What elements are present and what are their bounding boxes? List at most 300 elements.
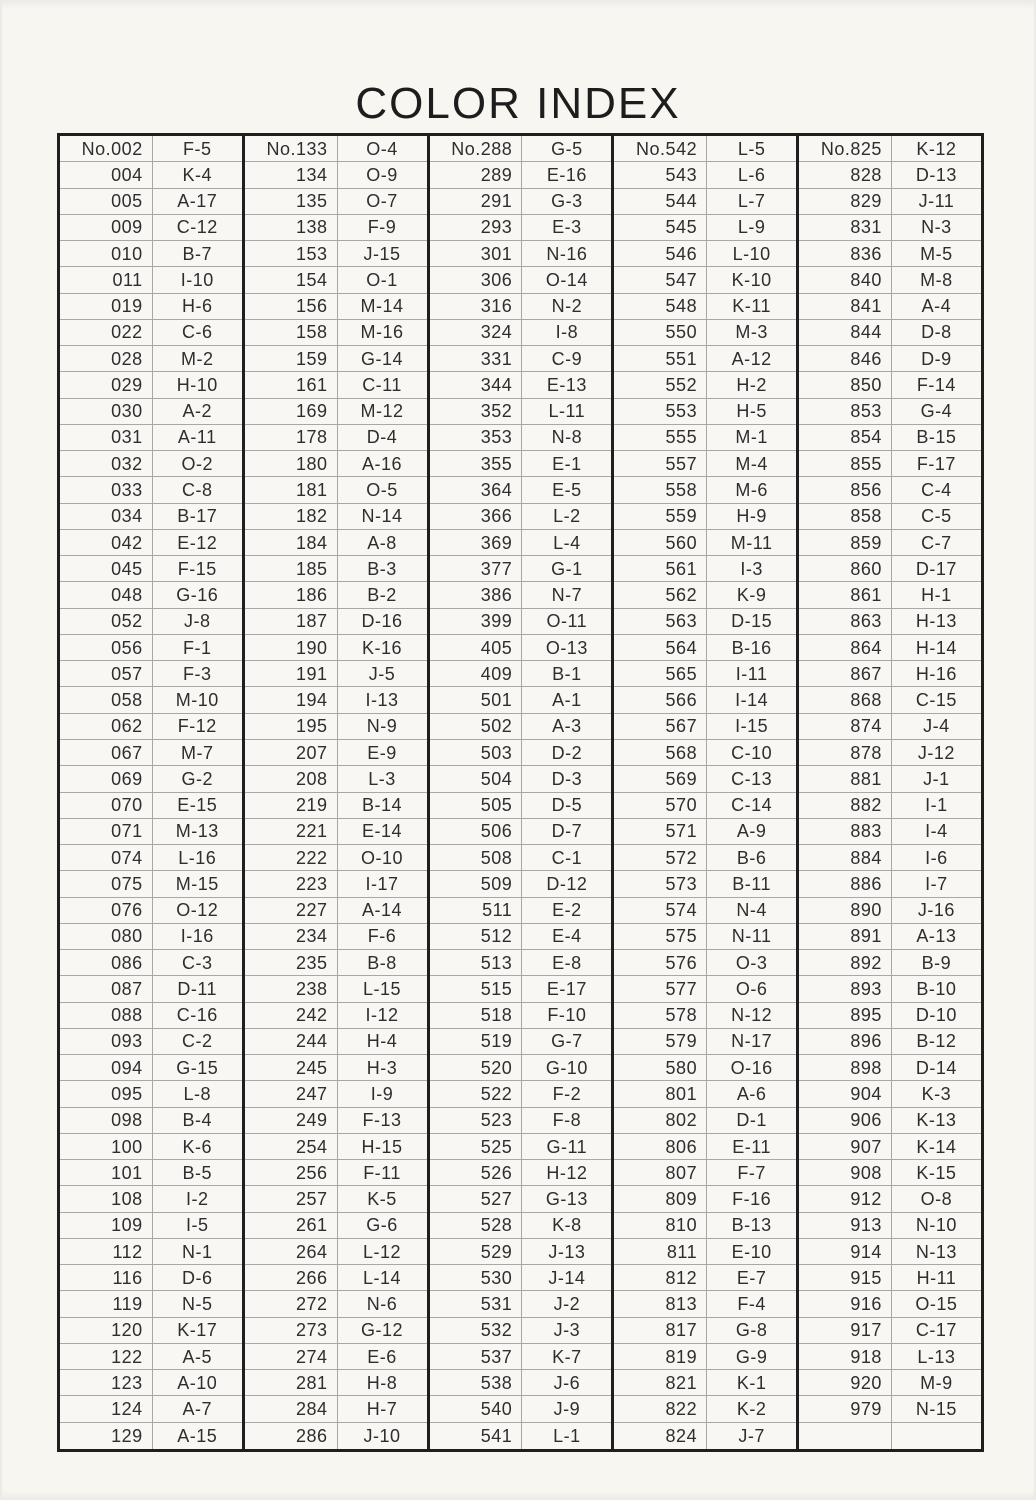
color-number-cell: 572 xyxy=(614,845,707,870)
color-number-cell: 809 xyxy=(614,1186,707,1211)
table-row xyxy=(60,1318,242,1344)
color-number-cell: 100 xyxy=(60,1134,153,1159)
grid-code-cell: K-15 xyxy=(916,1162,957,1183)
table-row xyxy=(614,1344,796,1370)
table-row xyxy=(799,1318,981,1344)
table-row xyxy=(245,1318,427,1344)
grid-code-cell: O-9 xyxy=(366,164,398,185)
color-number-cell: 169 xyxy=(245,399,338,424)
color-number-cell: 238 xyxy=(245,976,338,1001)
table-row xyxy=(60,1055,242,1081)
table-row xyxy=(614,1003,796,1029)
table-row xyxy=(614,661,796,687)
color-number-cell: 565 xyxy=(614,661,707,686)
table-row xyxy=(799,477,981,503)
grid-code-cell: J-10 xyxy=(363,1425,401,1446)
grid-code-cell: J-1 xyxy=(923,768,950,789)
color-number-cell: 076 xyxy=(60,898,153,923)
color-number-cell: 561 xyxy=(614,556,707,581)
grid-code-cell: J-13 xyxy=(548,1241,586,1262)
table-row xyxy=(430,976,612,1002)
grid-code-cell: F-8 xyxy=(552,1110,582,1131)
grid-code-cell: M-12 xyxy=(360,401,404,422)
grid-code-cell: D-10 xyxy=(915,1005,957,1026)
table-row xyxy=(60,1291,242,1317)
grid-code-cell: D-17 xyxy=(915,558,957,579)
table-row xyxy=(60,635,242,661)
color-number-cell: 907 xyxy=(799,1134,892,1159)
grid-code-cell: J-5 xyxy=(368,663,396,684)
color-number-cell: 579 xyxy=(614,1029,707,1054)
grid-code-cell: H-15 xyxy=(361,1136,403,1157)
grid-code-cell: K-8 xyxy=(552,1215,582,1236)
color-number-cell: 366 xyxy=(430,504,523,529)
grid-code-cell: O-7 xyxy=(366,191,398,212)
table-row xyxy=(60,609,242,635)
color-number-cell: 551 xyxy=(614,346,707,371)
color-number-cell: 273 xyxy=(245,1318,338,1343)
grid-code-cell: I-8 xyxy=(555,322,579,343)
table-row xyxy=(614,1160,796,1186)
table-row xyxy=(614,950,796,976)
grid-code-cell: H-13 xyxy=(915,611,957,632)
table-row xyxy=(614,1396,796,1422)
color-number-cell: 010 xyxy=(60,241,153,266)
color-number-cell: 249 xyxy=(245,1108,338,1133)
color-number-cell: 235 xyxy=(245,950,338,975)
color-number-cell: 574 xyxy=(614,898,707,923)
color-number-cell: 194 xyxy=(245,687,338,712)
grid-code-cell: G-2 xyxy=(181,768,213,789)
color-number-cell: 180 xyxy=(245,451,338,476)
grid-code-cell: A-9 xyxy=(736,821,767,842)
table-column-group-1 xyxy=(60,136,245,1449)
grid-code-cell: K-1 xyxy=(736,1372,767,1393)
color-number-cell: 034 xyxy=(60,504,153,529)
color-number-cell: 522 xyxy=(430,1081,523,1106)
grid-code-cell: C-2 xyxy=(181,1031,213,1052)
table-row xyxy=(60,1370,242,1396)
color-number-cell: 062 xyxy=(60,714,153,739)
color-number-cell: 817 xyxy=(614,1318,707,1343)
grid-code-cell: M-14 xyxy=(360,296,404,317)
table-row xyxy=(799,372,981,398)
grid-code-cell: B-12 xyxy=(916,1031,957,1052)
color-number-cell: 153 xyxy=(245,241,338,266)
color-number-cell: 134 xyxy=(245,162,338,187)
color-number-cell: 261 xyxy=(245,1213,338,1238)
table-row xyxy=(245,687,427,713)
table-row xyxy=(60,1003,242,1029)
grid-code-cell: I-11 xyxy=(735,663,768,684)
color-number-cell: 369 xyxy=(430,530,523,555)
grid-code-cell: A-13 xyxy=(916,926,957,947)
color-number-cell: 914 xyxy=(799,1239,892,1264)
table-row xyxy=(245,425,427,451)
table-row xyxy=(245,399,427,425)
color-number-cell: 182 xyxy=(245,504,338,529)
grid-code-cell: K-7 xyxy=(552,1346,582,1367)
color-number-cell: 920 xyxy=(799,1370,892,1395)
table-row xyxy=(614,346,796,372)
grid-code-cell: A-14 xyxy=(362,900,403,921)
table-row xyxy=(614,425,796,451)
color-number-cell: 828 xyxy=(799,162,892,187)
grid-code-cell: L-3 xyxy=(368,768,396,789)
table-row xyxy=(799,320,981,346)
table-row xyxy=(60,976,242,1002)
color-number-cell: 577 xyxy=(614,976,707,1001)
grid-code-cell: B-15 xyxy=(916,427,957,448)
grid-code-cell: H-6 xyxy=(181,296,213,317)
color-number-cell: 178 xyxy=(245,425,338,450)
grid-code-cell: I-4 xyxy=(925,821,948,842)
table-row xyxy=(60,189,242,215)
color-number-cell: 802 xyxy=(614,1108,707,1133)
table-row xyxy=(60,950,242,976)
grid-code-cell: J-14 xyxy=(548,1267,586,1288)
grid-code-cell: A-5 xyxy=(182,1346,212,1367)
table-row xyxy=(614,294,796,320)
table-row xyxy=(60,346,242,372)
table-row xyxy=(430,1396,612,1422)
color-number-cell: 532 xyxy=(430,1318,523,1343)
grid-code-cell: M-4 xyxy=(735,453,768,474)
grid-code-cell: F-11 xyxy=(363,1162,401,1183)
grid-code-cell: K-14 xyxy=(916,1136,957,1157)
table-row xyxy=(60,267,242,293)
table-row xyxy=(60,556,242,582)
table-row xyxy=(799,976,981,1002)
grid-code-cell: O-1 xyxy=(366,269,398,290)
grid-code-cell: D-8 xyxy=(921,322,952,343)
table-row xyxy=(60,819,242,845)
color-number-cell: 520 xyxy=(430,1055,523,1080)
grid-code-cell: H-16 xyxy=(915,663,957,684)
grid-code-cell: B-1 xyxy=(552,663,582,684)
table-row xyxy=(799,267,981,293)
table-row xyxy=(614,1239,796,1265)
color-number-cell: 221 xyxy=(245,819,338,844)
color-number-cell: 544 xyxy=(614,189,707,214)
grid-code-cell: E-6 xyxy=(367,1346,397,1367)
grid-code-cell: E-17 xyxy=(546,978,587,999)
grid-code-cell: F-3 xyxy=(182,663,212,684)
color-number-cell: 033 xyxy=(60,477,153,502)
color-number-cell: 527 xyxy=(430,1186,523,1211)
grid-code-cell: L-4 xyxy=(553,532,581,553)
table-header-row xyxy=(60,136,242,162)
color-number-cell: 112 xyxy=(60,1239,153,1264)
grid-code-cell: F-13 xyxy=(362,1110,402,1131)
table-row xyxy=(60,871,242,897)
grid-code-cell: H-3 xyxy=(366,1057,398,1078)
grid-code-cell: E-11 xyxy=(732,1136,771,1157)
color-number-cell: 234 xyxy=(245,924,338,949)
color-number-cell: 878 xyxy=(799,740,892,765)
grid-code-cell: L-1 xyxy=(553,1425,581,1446)
color-number-cell: 861 xyxy=(799,582,892,607)
color-number-cell: 567 xyxy=(614,714,707,739)
color-number-cell: No.133 xyxy=(245,136,338,161)
grid-code-cell: B-5 xyxy=(182,1162,212,1183)
table-row xyxy=(60,1160,242,1186)
grid-code-cell: C-16 xyxy=(176,1005,218,1026)
grid-code-cell: M-15 xyxy=(175,873,219,894)
table-row xyxy=(60,1081,242,1107)
table-row xyxy=(799,1003,981,1029)
grid-code-cell: G-6 xyxy=(366,1215,398,1236)
table-row xyxy=(60,451,242,477)
grid-code-cell: B-6 xyxy=(736,847,767,868)
grid-code-cell: N-5 xyxy=(181,1294,213,1315)
table-row xyxy=(245,477,427,503)
color-number-cell: 859 xyxy=(799,530,892,555)
color-number-cell: 806 xyxy=(614,1134,707,1159)
color-number-cell: 094 xyxy=(60,1055,153,1080)
table-row xyxy=(430,1055,612,1081)
grid-code-cell: J-12 xyxy=(917,742,955,763)
table-row xyxy=(799,451,981,477)
color-number-cell: 405 xyxy=(430,635,523,660)
color-number-cell: 856 xyxy=(799,477,892,502)
color-number-cell: 364 xyxy=(430,477,523,502)
grid-code-cell: A-3 xyxy=(552,716,582,737)
table-row xyxy=(430,1003,612,1029)
table-row xyxy=(245,504,427,530)
color-number-cell: 874 xyxy=(799,714,892,739)
table-row xyxy=(245,740,427,766)
grid-code-cell: J-16 xyxy=(917,900,955,921)
table-row xyxy=(245,1265,427,1291)
grid-code-cell: D-14 xyxy=(915,1057,957,1078)
table-header-row xyxy=(799,136,981,162)
table-row xyxy=(799,793,981,819)
table-row xyxy=(60,215,242,241)
table-column-group-5 xyxy=(799,136,981,1449)
color-number-cell: 190 xyxy=(245,635,338,660)
table-row xyxy=(614,1081,796,1107)
color-number-cell: 508 xyxy=(430,845,523,870)
table-row xyxy=(430,1423,612,1449)
table-row xyxy=(245,1344,427,1370)
grid-code-cell: H-7 xyxy=(366,1399,398,1420)
color-number-cell: 158 xyxy=(245,320,338,345)
grid-code-cell: E-12 xyxy=(177,532,218,553)
color-number-cell: 087 xyxy=(60,976,153,1001)
grid-code-cell: F-2 xyxy=(552,1083,582,1104)
table-row xyxy=(799,1108,981,1134)
color-number-cell: 154 xyxy=(245,267,338,292)
table-row xyxy=(430,635,612,661)
color-number-cell: 503 xyxy=(430,740,523,765)
color-number-cell: 122 xyxy=(60,1344,153,1369)
color-number-cell: 185 xyxy=(245,556,338,581)
table-row xyxy=(60,1186,242,1212)
table-row xyxy=(799,556,981,582)
table-row xyxy=(799,1265,981,1291)
grid-code-cell: K-10 xyxy=(731,269,772,290)
color-number-cell xyxy=(799,1423,892,1449)
color-number-cell: 245 xyxy=(245,1055,338,1080)
grid-code-cell: A-4 xyxy=(921,296,952,317)
color-number-cell: 075 xyxy=(60,871,153,896)
color-number-cell: 892 xyxy=(799,950,892,975)
color-number-cell: No.002 xyxy=(60,136,153,161)
table-row xyxy=(614,1318,796,1344)
color-number-cell: 523 xyxy=(430,1108,523,1133)
color-number-cell: 284 xyxy=(245,1396,338,1421)
grid-code-cell: M-11 xyxy=(730,532,773,553)
table-row xyxy=(60,241,242,267)
color-number-cell: 293 xyxy=(430,215,523,240)
grid-code-cell: N-12 xyxy=(731,1005,773,1026)
table-row xyxy=(60,714,242,740)
grid-code-cell: K-12 xyxy=(916,138,957,159)
color-number-cell: 528 xyxy=(430,1213,523,1238)
color-number-cell: 868 xyxy=(799,687,892,712)
grid-code-cell: E-5 xyxy=(552,480,582,500)
color-number-cell: 042 xyxy=(60,530,153,555)
grid-code-cell: K-2 xyxy=(736,1399,767,1420)
color-number-cell: 266 xyxy=(245,1265,338,1290)
color-number-cell: 562 xyxy=(614,582,707,607)
table-row xyxy=(614,1291,796,1317)
color-number-cell: 896 xyxy=(799,1029,892,1054)
table-row xyxy=(430,1370,612,1396)
table-row xyxy=(430,924,612,950)
grid-code-cell: D-2 xyxy=(551,742,583,763)
grid-code-cell: N-2 xyxy=(551,296,583,317)
color-number-cell: 244 xyxy=(245,1029,338,1054)
color-number-cell: 912 xyxy=(799,1186,892,1211)
grid-code-cell: E-1 xyxy=(552,453,582,474)
table-row xyxy=(60,1239,242,1265)
color-number-cell: 573 xyxy=(614,871,707,896)
color-number-cell: 005 xyxy=(60,189,153,214)
table-row xyxy=(614,1423,796,1449)
grid-code-cell: O-10 xyxy=(361,847,404,868)
table-column-group-4 xyxy=(614,136,799,1449)
table-row xyxy=(245,372,427,398)
color-number-cell: 566 xyxy=(614,687,707,712)
color-number-cell: 893 xyxy=(799,976,892,1001)
table-row xyxy=(245,871,427,897)
grid-code-cell: F-14 xyxy=(916,374,956,395)
color-number-cell: 883 xyxy=(799,819,892,844)
color-number-cell: 222 xyxy=(245,845,338,870)
color-number-cell: 028 xyxy=(60,346,153,371)
color-number-cell: 916 xyxy=(799,1291,892,1316)
color-number-cell: 560 xyxy=(614,530,707,555)
table-row xyxy=(60,1344,242,1370)
table-row xyxy=(60,740,242,766)
grid-code-cell: G-3 xyxy=(551,191,583,212)
grid-code-cell: K-5 xyxy=(367,1189,397,1210)
color-number-cell: 355 xyxy=(430,451,523,476)
table-row xyxy=(614,976,796,1002)
grid-code-cell: G-10 xyxy=(545,1057,588,1078)
table-row xyxy=(60,687,242,713)
table-row xyxy=(60,1423,242,1449)
table-row xyxy=(245,241,427,267)
color-number-cell: 810 xyxy=(614,1213,707,1238)
table-row xyxy=(430,766,612,792)
grid-code-cell: F-9 xyxy=(367,217,397,238)
color-number-cell: 088 xyxy=(60,1003,153,1028)
table-row xyxy=(430,1081,612,1107)
grid-code-cell: N-15 xyxy=(915,1399,957,1420)
table-row xyxy=(245,976,427,1002)
grid-code-cell: K-4 xyxy=(182,164,212,185)
table-row xyxy=(245,320,427,346)
table-row xyxy=(799,504,981,530)
color-number-cell: 281 xyxy=(245,1370,338,1395)
table-row xyxy=(614,793,796,819)
grid-code-cell: F-6 xyxy=(367,926,397,947)
grid-code-cell: M-13 xyxy=(175,821,219,842)
table-row xyxy=(430,1108,612,1134)
color-number-cell: 513 xyxy=(430,950,523,975)
table-row xyxy=(245,556,427,582)
table-row xyxy=(799,661,981,687)
color-number-cell: 917 xyxy=(799,1318,892,1343)
grid-code-cell: G-16 xyxy=(176,585,219,606)
grid-code-cell: N-9 xyxy=(366,716,398,737)
grid-code-cell: K-13 xyxy=(916,1110,957,1131)
grid-code-cell: F-4 xyxy=(737,1294,766,1315)
grid-code-cell: J-9 xyxy=(553,1399,581,1420)
grid-code-cell: L-16 xyxy=(178,847,217,868)
table-row xyxy=(245,898,427,924)
grid-code-cell: I-6 xyxy=(925,847,948,868)
color-number-cell: 071 xyxy=(60,819,153,844)
grid-code-cell: M-5 xyxy=(920,243,953,264)
table-row xyxy=(614,635,796,661)
color-number-cell: 854 xyxy=(799,425,892,450)
grid-code-cell: O-3 xyxy=(735,952,768,973)
color-number-cell: 846 xyxy=(799,346,892,371)
color-number-cell: 399 xyxy=(430,609,523,634)
table-row xyxy=(799,189,981,215)
grid-code-cell: M-1 xyxy=(735,427,768,448)
grid-code-cell: C-9 xyxy=(551,348,583,369)
table-row xyxy=(245,1160,427,1186)
color-number-cell: 316 xyxy=(430,294,523,319)
color-number-cell: 505 xyxy=(430,793,523,818)
grid-code-cell: F-12 xyxy=(177,716,217,737)
grid-code-cell: B-10 xyxy=(916,978,957,999)
color-number-cell: 529 xyxy=(430,1239,523,1264)
table-row xyxy=(799,215,981,241)
table-row xyxy=(799,425,981,451)
table-row xyxy=(799,1186,981,1212)
table-row xyxy=(430,294,612,320)
table-column-group-3 xyxy=(430,136,615,1449)
color-number-cell: 821 xyxy=(614,1370,707,1395)
grid-code-cell: L-2 xyxy=(553,506,581,527)
color-number-cell: 029 xyxy=(60,372,153,397)
table-row xyxy=(430,740,612,766)
color-number-cell: 502 xyxy=(430,714,523,739)
grid-code-cell: F-5 xyxy=(182,138,212,159)
color-number-cell: 306 xyxy=(430,267,523,292)
grid-code-cell: N-11 xyxy=(731,926,772,947)
grid-code-cell: C-11 xyxy=(362,374,402,395)
color-number-cell: 575 xyxy=(614,924,707,949)
table-row xyxy=(614,556,796,582)
grid-code-cell: J-2 xyxy=(553,1294,581,1315)
